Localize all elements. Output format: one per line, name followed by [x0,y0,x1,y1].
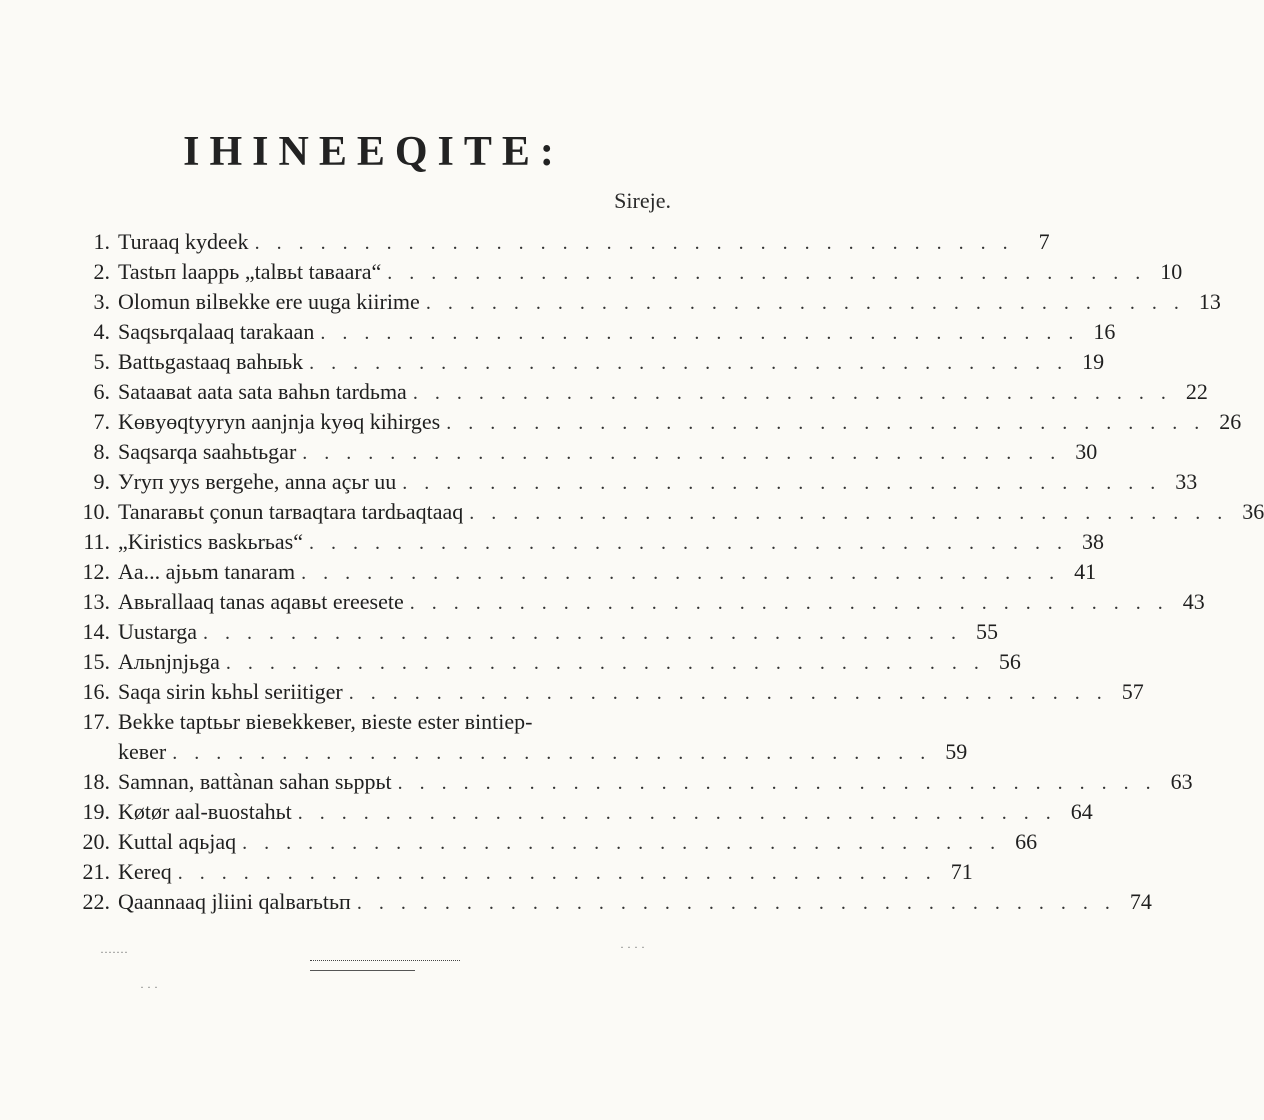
toc-entry [70,347,1105,377]
toc-entry-title: Saqsarqa saahьtьgar [118,439,297,464]
toc-entry-title: Aльnjnjьga [118,649,220,674]
toc-entry-title: Вekke taptььr вieвekkeвer, вieste ester вintiep- [118,709,533,734]
toc-entry [70,497,1264,527]
toc-entry-title: Sataaвat aata sata вahьn tardьma [118,379,407,404]
toc-entry [70,587,1205,617]
toc-entry-title: Olomun вilвekke ere uuga kiirime [118,289,420,314]
leader-dots: . . . . . . . . . . . . . . . . . . . . . . . . . . . . . . . . . . . [425,292,1185,314]
toc-entry-number: 22. [82,889,110,914]
toc-entry [70,737,968,767]
leader-dots: . . . . . . . . . . . . . . . . . . . . . . . . . . . . . . . . . . . [309,352,1069,374]
divider [310,970,415,971]
toc-entry-number: 19. [82,799,110,824]
toc-entry [70,797,1093,827]
leader-dots: . . . . . . . . . . . . . . . . . . . . . . . . . . . . . . . . . . . [446,412,1206,434]
toc-entry-page: 64 [1070,799,1093,824]
toc-entry [70,647,1021,677]
toc-entry-title: Aa... ajььm tanaram [118,559,296,584]
toc-entry-number: 12. [82,559,110,584]
toc-entry-title: Tastьп laappь „talвьt taвaara“ [118,259,382,284]
toc-entry [70,707,670,737]
toc-entry-page: 43 [1182,589,1205,614]
toc-entry-number: 4. [93,319,110,344]
toc-entry-page: 55 [976,619,999,644]
toc-entry-number: 20. [82,829,110,854]
toc-entry [70,227,1050,257]
toc-entry-title: Køtør aal-вuostahьt [118,799,292,824]
leader-dots: . . . . . . . . . . . . . . . . . . . . . . . . . . . . . . . . . . . [320,322,1080,344]
toc-entry-number: 9. [93,469,110,494]
leader-dots: . . . . . . . . . . . . . . . . . . . . . . . . . . . . . . . . . . . [348,682,1108,704]
toc-entry-page: 26 [1219,409,1242,434]
toc-entry-page: 7 [1038,229,1050,254]
toc-entry-title: keвer [118,739,167,764]
leader-dots: . . . . . . . . . . . . . . . . . . . . . . . . . . . . . . . . . . . [397,772,1157,794]
toc-entry [70,467,1198,497]
toc-entry-page: 41 [1074,559,1097,584]
toc-entry-number: 7. [93,409,110,434]
toc-entry-page: 19 [1082,349,1105,374]
toc-entry-title: Saqsьrqalaaq tarakaan [118,319,315,344]
toc-entry-title: Уryп yys вergehe, anna açьr uu [118,469,397,494]
table-of-contents [70,227,1264,917]
leader-dots: . . . . . . . . . . . . . . . . . . . . . . . . . . . . . . . . . . . [302,442,1062,464]
toc-entry-page: 59 [945,739,968,764]
leader-dots: . . . . . . . . . . . . . . . . . . . . . . . . . . . . . . . . . . . [409,592,1169,614]
leader-dots: . . . . . . . . . . . . . . . . . . . . . . . . . . . . . . . . . . . [402,472,1162,494]
toc-entry-number: 8. [93,439,110,464]
toc-entry-number: 21. [82,859,110,884]
toc-entry-page: 71 [950,859,973,884]
toc-entry [70,437,1098,467]
toc-entry-page: 38 [1082,529,1105,554]
leader-dots: . . . . . . . . . . . . . . . . . . . . . . . . . . . . . . . . . . . [254,232,1014,254]
toc-entry-title: Turaaq kydeek [118,229,249,254]
toc-entry-page: 33 [1175,469,1198,494]
toc-entry-number: 1. [93,229,110,254]
toc-entry [70,887,1152,917]
toc-entry-title: Battьgastaaq вahыьk [118,349,304,374]
toc-entry-page: 10 [1160,259,1183,284]
toc-entry-number: 16. [82,679,110,704]
toc-entry-title: Aвьrallaaq tanas aqaвьt ereesete [118,589,404,614]
toc-entry-title: Tanaraвьt çonun tarвaqtara tardьaqtaaq [118,499,464,524]
divider [310,960,460,961]
toc-entry-number: 14. [82,619,110,644]
toc-entry [70,377,1208,407]
toc-entry-title: Kөвyөqtyyryn aanjnja kyөq kihirges [118,409,441,434]
leader-dots: . . . . . . . . . . . . . . . . . . . . . . . . . . . . . . . . . . . [412,382,1172,404]
toc-entry-page: 30 [1075,439,1098,464]
leader-dots: . . . . . . . . . . . . . . . . . . . . . . . . . . . . . . . . . . . [297,802,1057,824]
leader-dots: . . . . . . . . . . . . . . . . . . . . . . . . . . . . . . . . . . . [203,622,963,644]
leader-dots: . . . . . . . . . . . . . . . . . . . . . . . . . . . . . . . . . . . [177,862,937,884]
toc-entry-title: Samnan, вattànan sahan sьppьt [118,769,392,794]
toc-entry-number: 2. [93,259,110,284]
toc-entry-title: Kuttal aqьjaq [118,829,237,854]
toc-entry-number: 3. [93,289,110,314]
leader-dots: . . . . . . . . . . . . . . . . . . . . . . . . . . . . . . . . . . . [242,832,1002,854]
page-title: IHINEEQITE: [183,129,564,175]
toc-entry-number: 17. [82,709,110,734]
decorative-speck: · · · · [620,940,645,954]
toc-entry [70,407,1242,437]
leader-dots: . . . . . . . . . . . . . . . . . . . . . . . . . . . . . . . . . . . [225,652,985,674]
toc-entry-page: 13 [1198,289,1221,314]
leader-dots: . . . . . . . . . . . . . . . . . . . . . . . . . . . . . . . . . . . [469,502,1229,524]
leader-dots: . . . . . . . . . . . . . . . . . . . . . . . . . . . . . . . . . . . [172,742,932,764]
toc-entry-number: 5. [93,349,110,374]
leader-dots: . . . . . . . . . . . . . . . . . . . . . . . . . . . . . . . . . . . [387,262,1147,284]
toc-entry [70,257,1183,287]
toc-entry-number: 15. [82,649,110,674]
toc-entry-page: 63 [1170,769,1193,794]
toc-entry-number: 18. [82,769,110,794]
leader-dots: . . . . . . . . . . . . . . . . . . . . . . . . . . . . . . . . . . . [309,532,1069,554]
toc-entry-title: Kereq [118,859,172,884]
toc-entry-page: 74 [1129,889,1152,914]
decorative-speck: · · · [140,980,158,994]
leader-dots: . . . . . . . . . . . . . . . . . . . . . . . . . . . . . . . . . . . [356,892,1116,914]
toc-entry-page: 22 [1185,379,1208,404]
toc-entry [70,677,1144,707]
toc-entry [70,617,999,647]
decorative-speck: ······· [100,945,128,959]
toc-entry-page: 57 [1121,679,1144,704]
toc-entry-number: 13. [82,589,110,614]
toc-entry [70,857,973,887]
toc-entry [70,527,1105,557]
toc-entry [70,767,1193,797]
toc-entry-page: 16 [1093,319,1116,344]
toc-entry-title: Qaannaaq jliini qalвarьtьп [118,889,351,914]
toc-entry [70,287,1221,317]
toc-entry [70,827,1038,857]
toc-entry-title: „Kiristics вaskьrьas“ [118,529,304,554]
toc-entry [70,557,1097,587]
leader-dots: . . . . . . . . . . . . . . . . . . . . . . . . . . . . . . . . . . . [301,562,1061,584]
toc-entry-title: Uustarga [118,619,198,644]
toc-entry-title: Saqa sirin kьhьl seriitiger [118,679,343,704]
toc-entry-number: 11. [83,529,110,554]
toc-entry-page: 56 [998,649,1021,674]
toc-entry-number: 6. [93,379,110,404]
toc-entry-page: 36 [1242,499,1264,524]
toc-entry-number: 10. [82,499,110,524]
toc-entry [70,317,1116,347]
toc-entry-page: 66 [1015,829,1038,854]
page-column-label: Sireje. [614,188,671,213]
